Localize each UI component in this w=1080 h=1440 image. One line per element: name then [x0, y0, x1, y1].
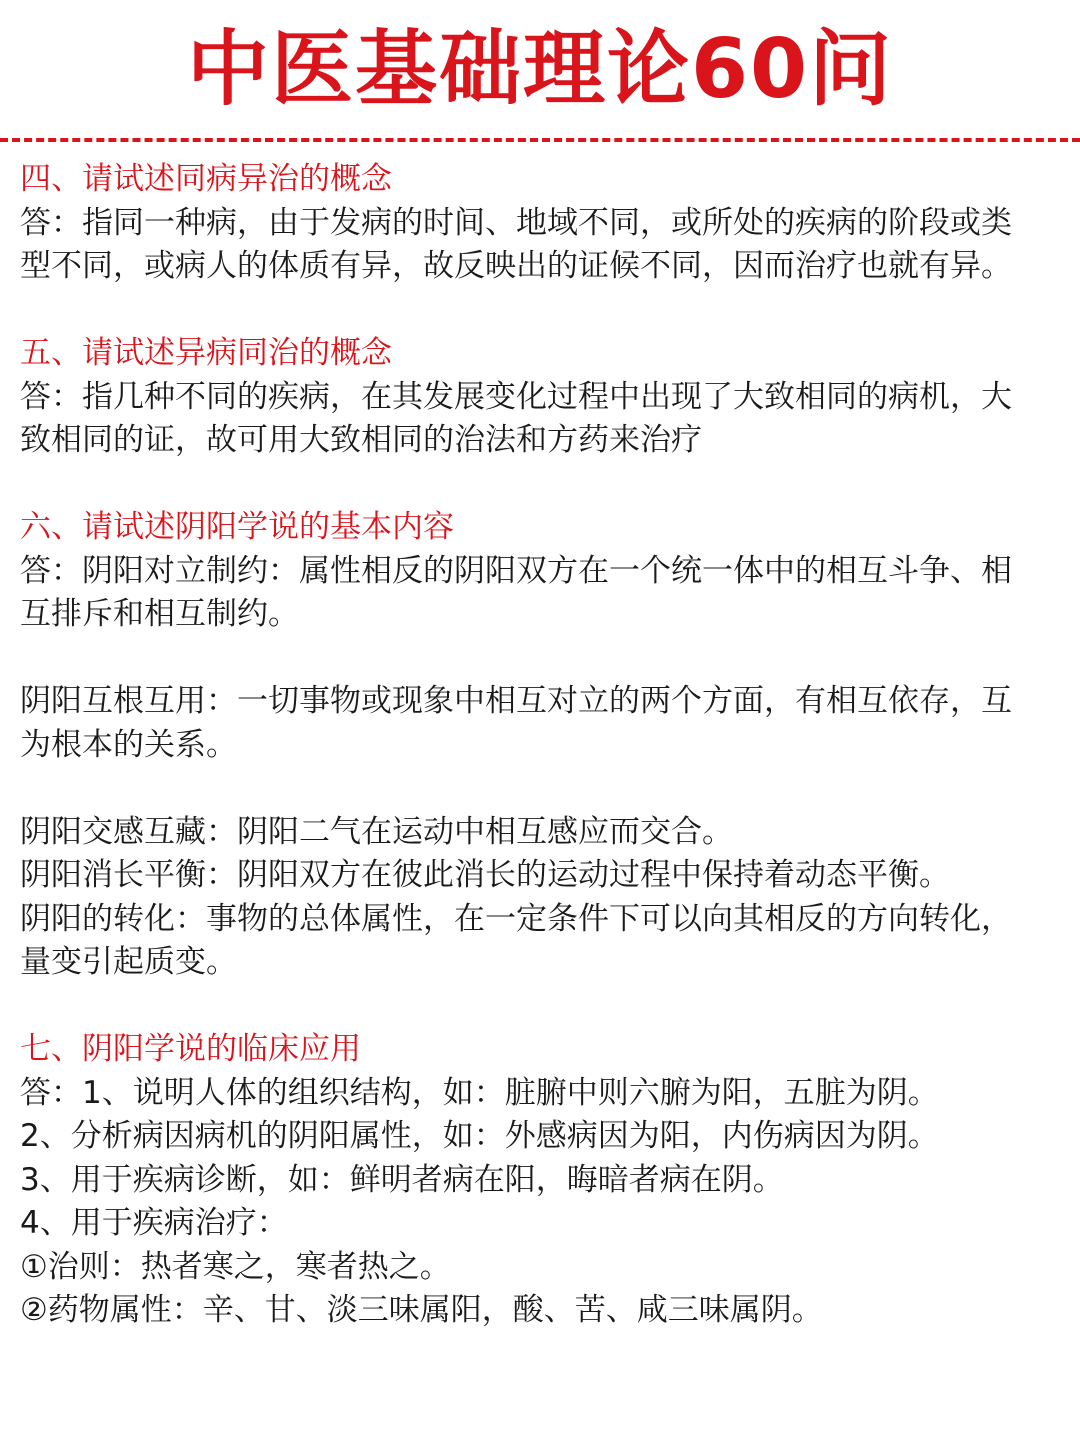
answer-line: 阴阳的转化：事物的总体属性，在一定条件下可以向其相反的方向转化，: [20, 900, 1012, 937]
section-heading: 六、请试述阴阳学说的基本内容: [20, 509, 454, 545]
answer-line: 阴阳交感互藏：阴阳二气在运动中相互感应而交合。: [20, 813, 733, 850]
answer-line: 量变引起质变。: [20, 944, 237, 980]
answer-line: 互排斥和相互制约。: [20, 596, 299, 632]
answer-line: 型不同，或病人的体质有异，故反映出的证候不同，因而治疗也就有异。: [20, 248, 1012, 284]
dashed-divider: [0, 138, 1080, 142]
answer-line: 为根本的关系。: [20, 726, 237, 763]
answer-line: 4、用于疾病治疗：: [20, 1205, 288, 1241]
answer-line: ①治则：热者寒之，寒者热之。: [20, 1248, 451, 1285]
answer-line: 答：1、说明人体的组织结构，如：脏腑中则六腑为阳，五脏为阴。: [20, 1074, 939, 1111]
answer-line: 致相同的证，故可用大致相同的治法和方药来治疗: [20, 422, 702, 458]
answer-line: ②药物属性：辛、甘、淡三味属阳，酸、苦、咸三味属阴。: [20, 1292, 823, 1328]
section-q6: [20, 506, 1060, 985]
answer-line: 答：阴阳对立制约：属性相反的阴阳双方在一个统一体中的相互斗争、相: [20, 552, 1012, 589]
section-q4: [20, 158, 1060, 289]
section-heading: 七、阴阳学说的临床应用: [20, 1031, 361, 1067]
answer-line: 阴阳互根互用：一切事物或现象中相互对立的两个方面，有相互依存，互: [20, 683, 1012, 719]
answer-line: 答：指同一种病，由于发病的时间、地域不同，或所处的疾病的阶段或类: [20, 204, 1012, 241]
section-heading: 五、请试述异病同治的概念: [20, 335, 392, 371]
section-q7: [20, 1028, 1060, 1333]
section-heading: 四、请试述同病异治的概念: [20, 161, 392, 197]
answer-line: 3、用于疾病诊断，如：鲜明者病在阳，晦暗者病在阴。: [20, 1161, 784, 1198]
article-body: [20, 158, 1060, 1333]
answer-line: 2、分析病因病机的阴阳属性，如：外感病因为阳，内伤病因为阴。: [20, 1118, 939, 1154]
page-title: 中医基础理论60问: [186, 22, 894, 117]
answer-line: 阴阳消长平衡：阴阳双方在彼此消长的运动过程中保持着动态平衡。: [20, 857, 950, 893]
answer-line: 答：指几种不同的疾病，在其发展变化过程中出现了大致相同的病机，大: [20, 378, 1012, 415]
section-q5: [20, 332, 1060, 463]
